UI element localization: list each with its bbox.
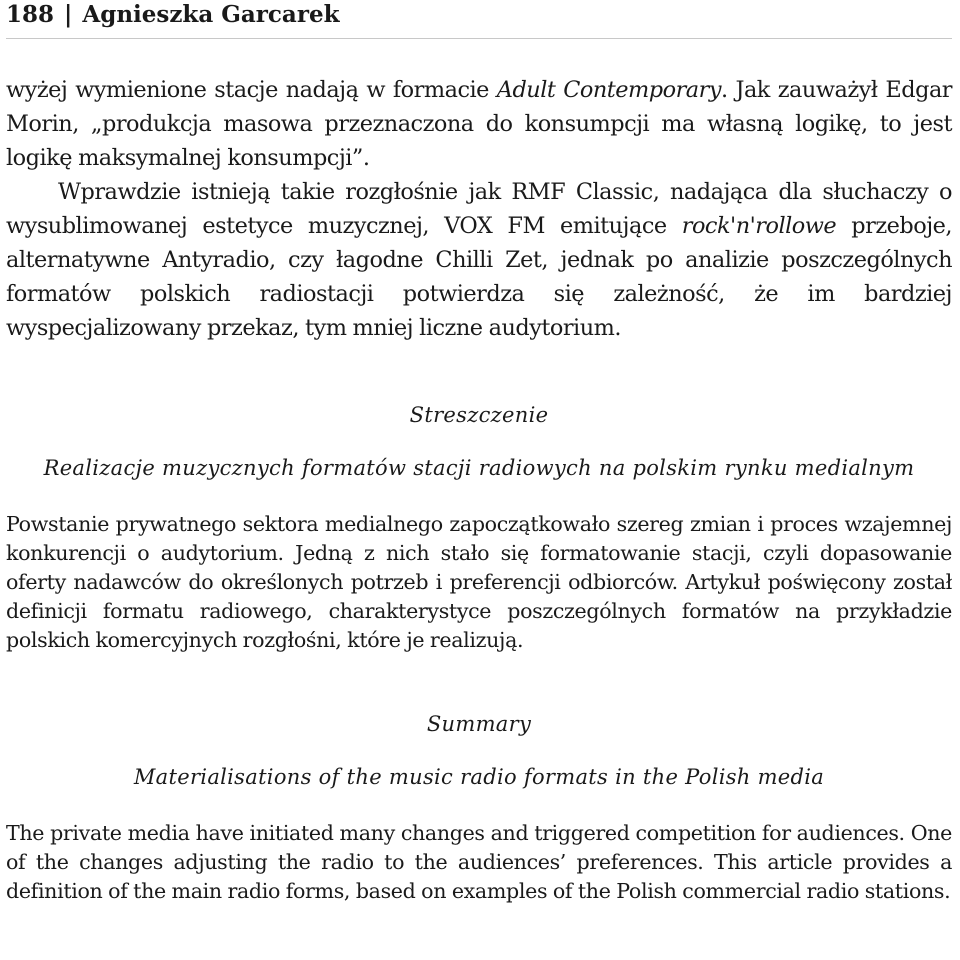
author-name: Agnieszka Garcarek bbox=[82, 1, 340, 28]
running-head bbox=[6, 0, 952, 39]
page-number: 188 bbox=[6, 1, 55, 28]
body-paragraph-2-text-a: Wprawdzie istnieją takie rozgłośnie jak RMF Classic, nadająca dla słuchaczy o wysublimowanej estetyce muzycznej, VOX FM emitujące bbox=[6, 179, 952, 239]
abstract-pl-title: Realizacje muzycznych formatów stacji radiowych na polskim rynku medialnym bbox=[43, 456, 915, 480]
body-paragraph-1-text-a: wyżej wymienione stacje nadają w formacie bbox=[6, 77, 497, 103]
body-paragraph-2-italic: rock'n'rollowe bbox=[681, 213, 837, 239]
abstract-pl-heading: Streszczenie bbox=[409, 403, 549, 427]
abstract-en-title: Materialisations of the music radio formats in the Polish media bbox=[133, 765, 825, 789]
body-paragraph-1-text-b: . Jak zauważył Edgar Morin, „produkcja masowa przeznaczona do konsumpcji ma własną logikę, to jest logikę maksymalnej konsumpcji”. bbox=[6, 77, 952, 171]
body-paragraph-2-text-b: przeboje, alternatywne Antyradio, czy łagodne Chilli Zet, jednak po analizie poszczególnych formatów polskich radiostacji potwierdza się zależność, że im bardziej wyspecjalizowany przekaz, tym mniej liczne audytorium. bbox=[6, 213, 953, 341]
page bbox=[6, 0, 952, 906]
abstract-en-heading: Summary bbox=[426, 712, 532, 736]
body-paragraph-1-italic: Adult Contemporary bbox=[496, 77, 721, 103]
abstract-pl-text: Powstanie prywatnego sektora medialnego zapoczątkowało szereg zmian i proces wzajemnej konkurencji o audytorium. Jedną z nich stało się formatowanie stacji, czyli dopasowanie oferty nadawców do określonych potrzeb i preferencji odbiorców. Artykuł poświęcony został definicji formatu radiowego, charakterystyce poszczególnych formatów na przykładzie polskich komercyjnych rozgłośni, które je realizują. bbox=[6, 512, 952, 652]
abstract-en-text: The private media have initiated many changes and triggered competition for audiences. One of the changes adjusting the radio to the audiences’ preferences. This article provides a definition of the main radio forms, based on examples of the Polish commercial radio stations. bbox=[6, 821, 952, 903]
header-separator: | bbox=[64, 1, 73, 28]
body-paragraph-2 bbox=[6, 175, 952, 345]
body-paragraph-1 bbox=[6, 73, 952, 175]
